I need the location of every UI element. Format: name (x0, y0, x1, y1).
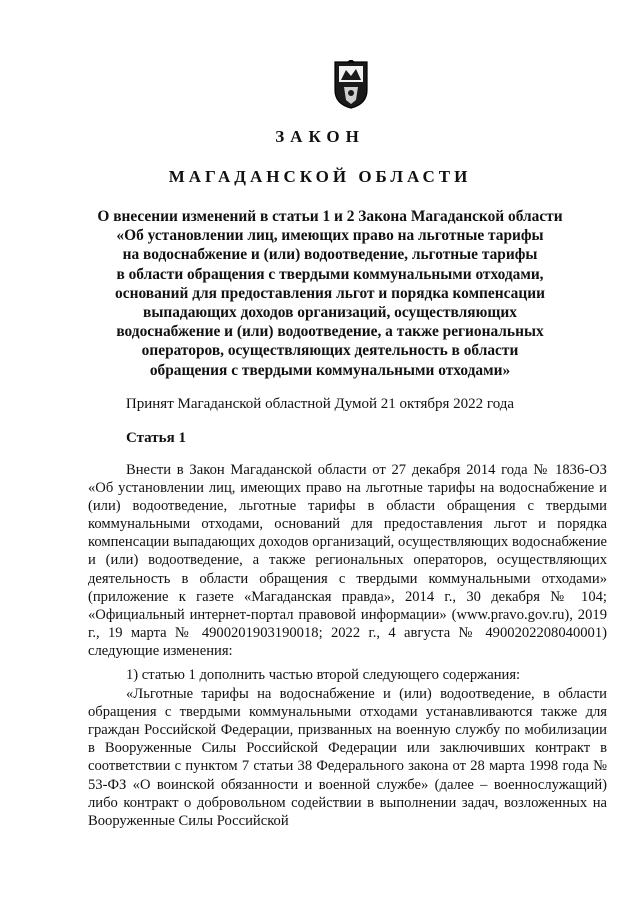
article-points (88, 666, 607, 830)
law-title: ЗАКОН (275, 127, 365, 146)
subject-line: на водоснабжение и (или) водоотведение, льготные тарифы (122, 246, 538, 264)
subject-line: в области обращения с твердыми коммунальными отходами, (116, 265, 544, 283)
point-1-paragraph: 1) статью 1 дополнить частью второй следующего содержания: (126, 667, 521, 683)
region-title: МАГАДАНСКОЙ ОБЛАСТИ (168, 167, 472, 186)
subject-line: оснований для предоставления льгот и порядка компенсации (115, 284, 545, 302)
quoted-amendment-paragraph: «Льготные тарифы на водоснабжение и (или) водоотведение, в области обращения с твердыми коммунальными отходами устанавливаются также для граждан Российской Федерации, призванных на военную службу по мобилизации в Вооруженные Силы Российской Федерации или заключивших контракт в соответствии с пунктом 7 статьи 38 Федерального закона от 28 марта 1998 года № 53-ФЗ «О воинской обязанности и военной службе» (далее – военнослужащий) либо контракт о добровольном содействии в выполнении задач, возложенных на Вооруженные Силы Российской (88, 686, 607, 829)
article-heading: Статья 1 (126, 430, 186, 446)
subject-line: водоснабжение и (или) водоотведение, а также региональных (116, 323, 544, 341)
subject-line: выпадающих доходов организаций, осуществляющих (143, 304, 517, 322)
subject-line: обращения с твердыми коммунальными отходами» (149, 361, 511, 379)
coat-of-arms-icon (332, 60, 370, 110)
subject-line: «Об установлении лиц, имеющих право на льготные тарифы (116, 227, 544, 245)
law-subject-title (80, 207, 580, 380)
adoption-note: Принят Магаданской областной Думой 21 октября 2022 года (125, 396, 515, 412)
article-intro (88, 461, 607, 660)
subject-line: О внесении изменений в статьи 1 и 2 Закона Магаданской области (97, 208, 563, 225)
subject-line: операторов, осуществляющих деятельность в области (141, 342, 519, 360)
intro-paragraph: Внести в Закон Магаданской области от 27 декабря 2014 года № 1836-ОЗ «Об установлении лиц, имеющих право на льготные тарифы на водоснабжение и (или) водоотведение, льготные тарифы в области обращения с твердыми коммунальными отходами, оснований для предоставления льгот и порядка компенсации выпадающих доходов организаций, осуществляющих водоснабжение и (или) водоотведение, а также региональных операторов, осуществляющих деятельность в области обращения с твердыми коммунальными отходами» (приложение к газете «Магаданская правда», 2014 г., 30 декабря № 104; «Официальный интернет-портал правовой информации» (www.pravo.gov.ru), 2019 г., 19 марта № 4900201903190018; 2022 г., 4 августа № 4900202208040001) следующие изменения: (88, 462, 607, 659)
